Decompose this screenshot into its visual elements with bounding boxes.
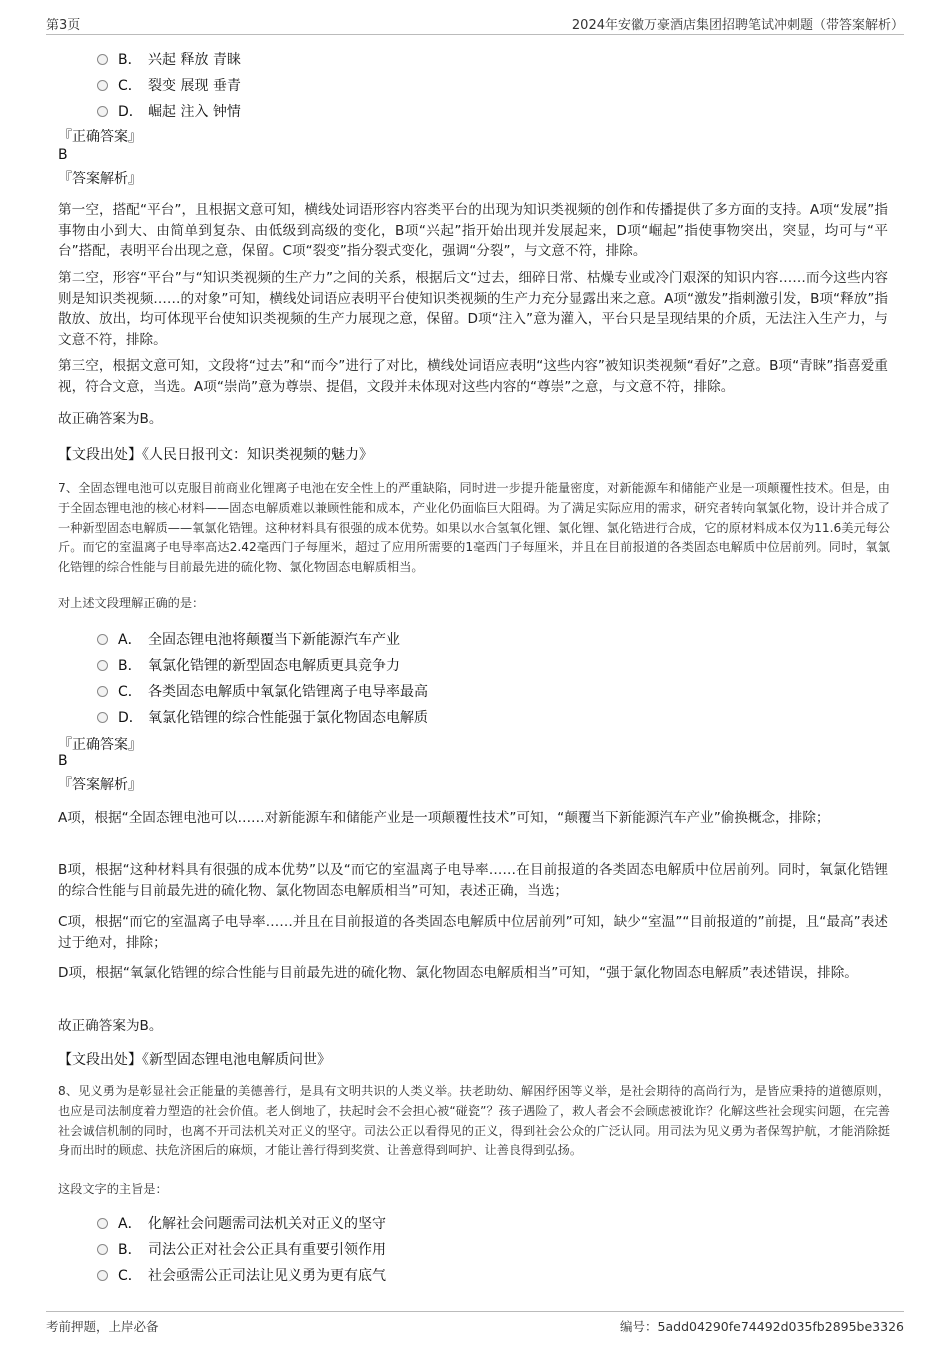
q7-prompt: 对上述文段理解正确的是： [58,596,205,610]
footer-slogan: 考前押题，上岸必备 [46,1319,159,1334]
q6-option-c[interactable]: C． 裂变 展现 垂青 [97,75,241,95]
q8-passage: 8、见义勇为是彰显社会正能量的美德善行，是具有文明共识的人类义举。扶老助幼、解困纾困等义举，是社会期待的高尚行为，是皆应秉持的道德原则，也应是司法制度着力塑造的社会价值。老人倒地了，扶起时会不会担心被“碰瓷”？孩子遇险了，救人者会不会顾虑被讹诈？化解这些社会现实问题，在完善社会诚信机制的同时，也离不开司法机关对正义的坚守。司法公正以看得见的正义，得到社会公众的广泛认同。用司法为见义勇为者保驾护航，才能消除挺身而出时的顾虑、扶危济困后的麻烦，才能让善行得到奖赏、让善意得到呵护、让善良得到弘扬。 [58,1084,890,1158]
q8-prompt: 这段文字的主旨是： [58,1182,168,1196]
q7-analysis-label: 『答案解析』 [58,777,142,793]
q6-option-b[interactable]: B． 兴起 释放 青睐 [97,49,241,69]
q7-analysis-paragraph: B项，根据“这种材料具有很强的成本优势”以及“而它的室温离子电导率……在目前报道的各类固态电解质中位居前列。同时，氧氯化锆锂的综合性能与目前最先进的硫化物、氯化物固态电解质相当”可知，表述正确，当选； [58,862,888,899]
q6-analysis-paragraph: 第三空，根据文意可知，文段将“过去”和“而今”进行了对比，横线处词语应表明“这些内容”被知识类视频“看好”之意。B项“青睐”指喜爱重视，符合文意，当选。A项“崇尚”意为尊崇、提倡，文段并未体现对这些内容的“尊崇”之意，与文意不符，排除。 [58,358,888,395]
radio-icon[interactable] [97,660,108,671]
radio-icon[interactable] [97,634,108,645]
code-label: 编号： [620,1319,658,1334]
radio-icon[interactable] [97,54,108,65]
q7-option-d[interactable]: D． 氧氯化锆锂的综合性能强于氯化物固态电解质 [97,707,428,727]
q6-option-d[interactable]: D． 崛起 注入 钟情 [97,101,241,121]
q7-analysis-paragraph: A项，根据“全固态锂电池可以……对新能源车和储能产业是一项颠覆性技术”可知，“颠覆当下新能源汽车产业”偷换概念，排除； [58,810,830,826]
q8-option-a[interactable]: A． 化解社会问题需司法机关对正义的坚守 [97,1213,386,1233]
radio-icon[interactable] [97,106,108,117]
q7-answer-label: 『正确答案』 [58,737,142,753]
page-header [46,14,904,35]
radio-icon[interactable] [97,686,108,697]
q8-option-c[interactable]: C． 社会亟需公正司法让见义勇为更有底气 [97,1265,386,1285]
radio-icon[interactable] [97,712,108,723]
q7-analysis-paragraph: C项，根据“而它的室温离子电导率……并且在目前报道的各类固态电解质中位居前列”可知，缺少“室温”“目前报道的”前提，且“最高”表述过于绝对，排除； [58,914,888,951]
q7-answer: B [58,753,68,769]
document-code [620,1317,904,1335]
q7-option-b[interactable]: B． 氧氯化锆锂的新型固态电解质更具竞争力 [97,655,400,675]
document-title: 2024年安徽万豪酒店集团招聘笔试冲刺题（带答案解析） [571,18,904,33]
page-number: 第3页 [46,18,81,33]
q7-conclusion: 故正确答案为B。 [58,1018,163,1034]
q6-answer-label: 『正确答案』 [58,129,142,145]
q7-analysis-paragraph: D项，根据“氧氯化锆锂的综合性能与目前最先进的硫化物、氯化物固态电解质相当”可知，“强于氯化物固态电解质”表述错误，排除。 [58,965,858,981]
q6-conclusion: 故正确答案为B。 [58,411,163,427]
q6-answer: B [58,147,68,163]
q7-option-a[interactable]: A． 全固态锂电池将颠覆当下新能源汽车产业 [97,629,400,649]
radio-icon[interactable] [97,1270,108,1281]
q7-passage: 7、全固态锂电池可以克服目前商业化锂离子电池在安全性上的严重缺陷，同时进一步提升能量密度，对新能源车和储能产业是一项颠覆性技术。但是，由于全固态锂电池的核心材料——固态电解质难以兼顾性能和成本，产业化仍面临巨大阻碍。为了满足实际应用的需求，研究者转向氧氯化物，设计并合成了一种新型固态电解质——氧氯化锆锂。这种材料具有很强的成本优势。如果以水合氢氧化锂、氯化锂、氯化锆进行合成，它的原材料成本仅为11.6美元每公斤。而它的室温离子电导率高达2.42毫西门子每厘米，超过了应用所需要的1毫西门子每厘米，并且在目前报道的各类固态电解质中位居前列。同时，氧氯化锆锂的综合性能与目前最先进的硫化物、氯化物固态电解质相当。 [58,481,890,575]
q7-source: 【文段出处】《新型固态锂电池电解质问世》 [58,1052,331,1068]
q6-analysis-label: 『答案解析』 [58,171,142,187]
radio-icon[interactable] [97,1218,108,1229]
q6-analysis-paragraph: 第二空，形容“平台”与“知识类视频的生产力”之间的关系，根据后文“过去，细碎日常、枯燥专业或冷门艰深的知识内容……而今这些内容则是知识类视频……的对象”可知，横线处词语应表明平台使知识类视频的生产力充分显露出来之意。A项“激发”指刺激引发，B项“释放”指散放、放出，均可体现平台使知识类视频的生产力展现之意，保留。D项“注入”意为灌入，平台只是呈现结果的介质，无法注入生产力，与文意不符，排除。 [58,270,888,348]
q7-option-c[interactable]: C． 各类固态电解质中氧氯化锆锂离子电导率最高 [97,681,428,701]
radio-icon[interactable] [97,80,108,91]
q6-analysis-paragraph: 第一空，搭配“平台”，且根据文意可知，横线处词语形容内容类平台的出现为知识类视频的创作和传播提供了多方面的支持。A项“发展”指事物由小到大、由简单到复杂、由低级到高级的变化，B项“兴起”指开始出现并发展起来，D项“崛起”指使事物突出，突显，均可与“平台”搭配，表明平台出现之意，保留。C项“裂变”指分裂式变化，强调“分裂”，与文意不符，排除。 [58,202,888,259]
code-value: 5add04290fe74492d035fb2895be3326 [657,1319,904,1334]
page-footer [46,1311,904,1334]
q6-source: 【文段出处】《人民日报刊文：知识类视频的魅力》 [58,447,373,463]
radio-icon[interactable] [97,1244,108,1255]
q8-option-b[interactable]: B． 司法公正对社会公正具有重要引领作用 [97,1239,386,1259]
